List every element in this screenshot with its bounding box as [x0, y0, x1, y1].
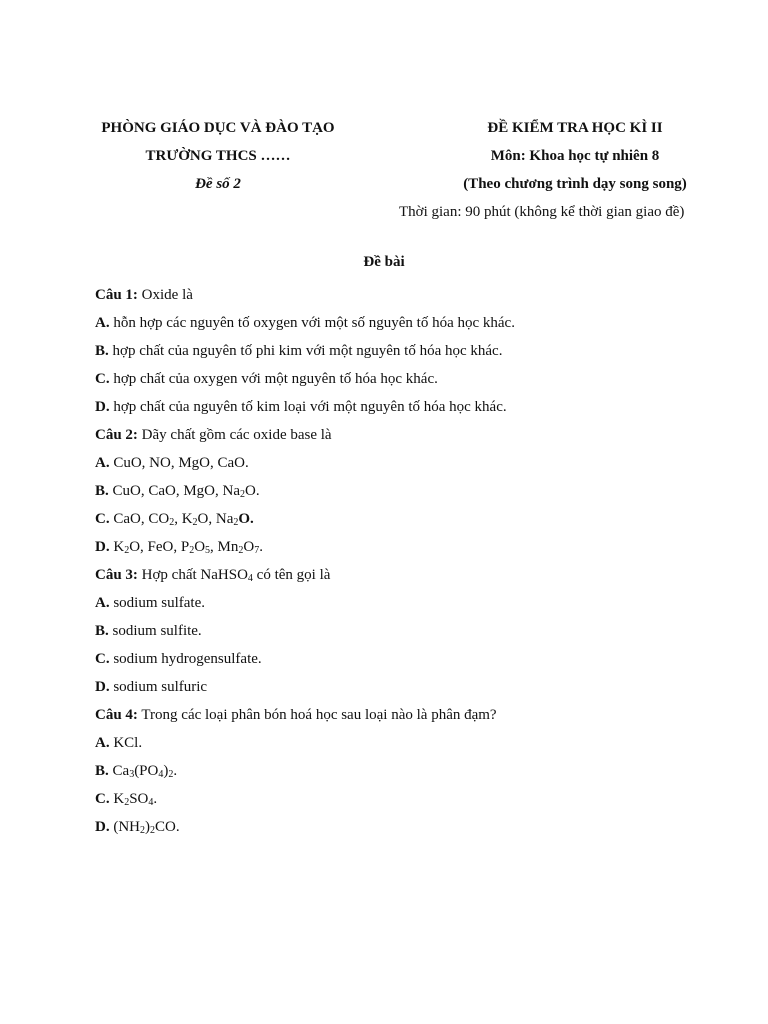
- option-label: C.: [95, 511, 110, 527]
- question-1-option-d: [95, 393, 735, 421]
- question-1-option-b: [95, 337, 735, 365]
- formula-text: .: [259, 539, 263, 555]
- formula-text: O.: [238, 511, 254, 527]
- option-text: hợp chất của nguyên tố kim loại với một nguyên tố hóa học khác.: [109, 399, 507, 415]
- exam-number: Đề số 2: [195, 176, 241, 192]
- option-label: D.: [95, 679, 110, 695]
- question-2-option-d: [95, 533, 735, 561]
- formula-text: O: [243, 539, 255, 555]
- question-4-option-a: [95, 729, 735, 757]
- formula-text: , Mn: [210, 539, 239, 555]
- option-label: D.: [95, 399, 110, 415]
- subscript: 5: [205, 545, 211, 556]
- formula-text: (PO: [134, 763, 159, 779]
- formula-text: , K: [174, 511, 193, 527]
- option-label: B.: [95, 763, 109, 779]
- school-name: TRƯỜNG THCS ……: [145, 148, 291, 164]
- formula-text: ): [145, 819, 151, 835]
- subscript: 2: [192, 517, 198, 528]
- exam-title: ĐỀ KIỂM TRA HỌC KÌ II: [487, 120, 663, 136]
- question-4: [95, 701, 735, 729]
- option-text: hợp chất của oxygen với một nguyên tố hóa học khác.: [109, 371, 438, 387]
- subscript: 2: [140, 825, 146, 836]
- formula-text: SO: [129, 791, 149, 807]
- question-3-option-d: [95, 673, 735, 701]
- question-3: [95, 561, 735, 589]
- subscript: 2: [240, 489, 246, 500]
- question-text: Hợp chất NaHSO: [137, 567, 248, 583]
- subscript: 2: [124, 797, 130, 808]
- subscript: 2: [189, 545, 195, 556]
- option-text: hỗn hợp các nguyên tố oxygen với một số nguyên tố hóa học khác.: [109, 315, 515, 331]
- option-label: A.: [95, 595, 110, 611]
- subscript: 2: [150, 825, 156, 836]
- question-3-option-b: [95, 617, 735, 645]
- formula-text: CO.: [155, 819, 180, 835]
- option-label: C.: [95, 791, 110, 807]
- formula-text: (NH: [109, 819, 141, 835]
- question-text: Trong các loại phân bón hoá học sau loại nào là phân đạm?: [137, 707, 497, 723]
- option-text: sodium sulfite.: [108, 623, 202, 639]
- subscript: 4: [158, 769, 164, 780]
- formula-text: ): [163, 763, 169, 779]
- subscript: 7: [254, 545, 260, 556]
- option-label: B.: [95, 343, 109, 359]
- question-label: Câu 3:: [95, 567, 138, 583]
- question-label: Câu 2:: [95, 427, 138, 443]
- subscript: 2: [124, 545, 130, 556]
- question-text: có tên gọi là: [252, 567, 331, 583]
- option-label: A.: [95, 315, 110, 331]
- department-name: PHÒNG GIÁO DỤC VÀ ĐÀO TẠO: [101, 120, 335, 136]
- formula-text: O: [194, 539, 206, 555]
- exam-program: (Theo chương trình dạy song song): [463, 176, 687, 192]
- formula-text: O, Na: [197, 511, 234, 527]
- option-text: sodium sulfate.: [109, 595, 205, 611]
- subscript: 3: [129, 769, 135, 780]
- question-3-option-c: [95, 645, 735, 673]
- formula-text: K: [109, 539, 125, 555]
- question-1-option-c: [95, 365, 735, 393]
- question-2: [95, 421, 735, 449]
- option-text: sodium hydrogensulfate.: [109, 651, 262, 667]
- subscript: 2: [233, 517, 239, 528]
- option-label: C.: [95, 371, 110, 387]
- subscript: 2: [238, 545, 244, 556]
- header-left: [60, 114, 376, 198]
- option-label: A.: [95, 735, 110, 751]
- header-right: [382, 114, 768, 226]
- subscript: 2: [169, 517, 175, 528]
- formula-text: .: [153, 791, 158, 807]
- exam-subject: Môn: Khoa học tự nhiên 8: [490, 148, 660, 164]
- question-label: Câu 4:: [95, 707, 138, 723]
- formula-text: O, FeO, P: [129, 539, 190, 555]
- option-label: D.: [95, 819, 110, 835]
- option-label: C.: [95, 651, 110, 667]
- exam-time: Thời gian: 90 phút (không kể thời gian giao đề): [399, 204, 685, 220]
- section-title: Đề bài: [363, 254, 405, 270]
- formula-text: .: [173, 763, 178, 779]
- subscript: 4: [247, 573, 253, 584]
- formula-text: K: [109, 791, 125, 807]
- formula-text: CuO, CaO, MgO, Na: [108, 483, 241, 499]
- formula-text: CaO, CO: [109, 511, 170, 527]
- option-text: sodium sulfuric: [109, 679, 208, 695]
- question-label: Câu 1:: [95, 287, 138, 303]
- option-label: A.: [95, 455, 110, 471]
- option-text: hợp chất của nguyên tố phi kim với một nguyên tố hóa học khác.: [108, 343, 503, 359]
- subscript: 2: [168, 769, 174, 780]
- question-2-option-a: [95, 449, 735, 477]
- question-4-option-c: [95, 785, 735, 813]
- question-4-option-d: [95, 813, 735, 841]
- option-text: CuO, NO, MgO, CaO.: [109, 455, 249, 471]
- question-text: Dãy chất gồm các oxide base là: [137, 427, 332, 443]
- question-3-option-a: [95, 589, 735, 617]
- question-4-option-b: [95, 757, 735, 785]
- option-label: D.: [95, 539, 110, 555]
- subscript: 4: [148, 797, 154, 808]
- questions-list: [95, 281, 735, 841]
- option-label: B.: [95, 623, 109, 639]
- question-text: Oxide là: [137, 287, 193, 303]
- option-text: KCl.: [109, 735, 143, 751]
- question-1: [95, 281, 735, 309]
- question-2-option-b: [95, 477, 735, 505]
- question-2-option-c: [95, 505, 735, 533]
- option-label: B.: [95, 483, 109, 499]
- formula-text: Ca: [108, 763, 130, 779]
- question-1-option-a: [95, 309, 735, 337]
- formula-text: O.: [245, 483, 260, 499]
